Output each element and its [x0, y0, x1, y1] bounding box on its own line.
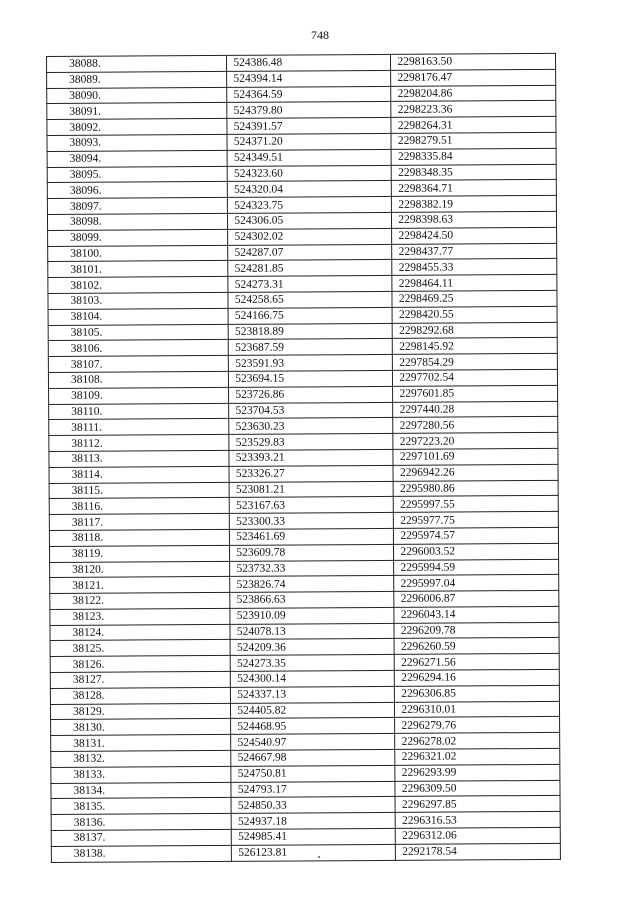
x-coordinate-cell: 526123.81: [232, 844, 396, 861]
y-coordinate-cell: 2298292.68: [393, 322, 558, 339]
point-number-cell: 38105.: [48, 324, 228, 341]
y-coordinate-cell: 2296312.06: [396, 827, 561, 844]
x-coordinate-cell: 523818.89: [228, 323, 392, 340]
point-number-cell: 38120.: [50, 561, 230, 578]
y-coordinate-cell: 2298424.50: [392, 227, 557, 244]
x-coordinate-cell: 524394.14: [227, 70, 391, 87]
y-coordinate-cell: 2298398.63: [392, 211, 557, 228]
point-number-cell: 38101.: [48, 261, 228, 278]
y-coordinate-cell: 2296942.26: [393, 464, 558, 481]
x-coordinate-cell: 524667.98: [231, 749, 395, 766]
x-coordinate-cell: 523732.33: [230, 560, 394, 577]
point-number-cell: 38133.: [51, 766, 231, 783]
point-number-cell: 38115.: [49, 482, 229, 499]
point-number-cell: 38104.: [48, 308, 228, 325]
point-number-cell: 38127.: [50, 671, 230, 688]
y-coordinate-cell: 2296006.87: [394, 590, 559, 607]
y-coordinate-cell: 2296321.02: [395, 748, 560, 765]
point-number-cell: 38114.: [49, 466, 229, 483]
y-coordinate-cell: 2296309.50: [395, 780, 560, 797]
point-number-cell: 38089.: [47, 71, 227, 88]
x-coordinate-cell: 524306.05: [228, 212, 392, 229]
y-coordinate-cell: 2295994.59: [394, 559, 559, 576]
x-coordinate-cell: 524273.35: [230, 655, 394, 672]
y-coordinate-cell: 2297280.56: [393, 417, 558, 434]
x-coordinate-cell: 524364.59: [227, 86, 391, 103]
x-coordinate-cell: 524258.65: [228, 291, 392, 308]
y-coordinate-cell: 2296278.02: [395, 733, 560, 750]
x-coordinate-cell: 524323.60: [227, 165, 391, 182]
x-coordinate-cell: 523609.78: [230, 544, 394, 561]
y-coordinate-cell: 2298335.84: [391, 148, 556, 165]
x-coordinate-cell: 523529.83: [229, 434, 393, 451]
point-number-cell: 38108.: [48, 371, 228, 388]
y-coordinate-cell: 2297440.28: [393, 401, 558, 418]
x-coordinate-cell: 524386.48: [227, 54, 391, 71]
y-coordinate-cell: 2298264.31: [391, 117, 556, 134]
point-number-cell: 38118.: [49, 529, 229, 546]
point-number-cell: 38111.: [49, 419, 229, 436]
point-number-cell: 38095.: [47, 166, 227, 183]
y-coordinate-cell: 2296306.85: [395, 685, 560, 702]
point-number-cell: 38119.: [49, 545, 229, 562]
point-number-cell: 38098.: [47, 213, 227, 230]
y-coordinate-cell: 2298279.51: [391, 132, 556, 149]
x-coordinate-cell: 524209.36: [230, 639, 394, 656]
x-coordinate-cell: 524540.97: [231, 734, 395, 751]
point-number-cell: 38132.: [51, 750, 231, 767]
x-coordinate-cell: 523326.27: [229, 465, 393, 482]
x-coordinate-cell: 524405.82: [231, 702, 395, 719]
y-coordinate-cell: 2296293.99: [395, 764, 560, 781]
x-coordinate-cell: 523726.86: [229, 386, 393, 403]
y-coordinate-cell: 2295997.55: [394, 496, 559, 513]
x-coordinate-cell: 523591.93: [229, 355, 393, 372]
point-number-cell: 38092.: [47, 119, 227, 136]
table-row: [51, 843, 560, 862]
x-coordinate-cell: 524302.02: [228, 228, 392, 245]
y-coordinate-cell: 2296294.16: [395, 669, 560, 686]
point-number-cell: 38097.: [47, 198, 227, 215]
y-coordinate-cell: 2298223.36: [391, 101, 556, 118]
x-coordinate-cell: 524793.17: [231, 781, 395, 798]
point-number-cell: 38138.: [51, 845, 231, 862]
x-coordinate-cell: 524985.41: [232, 828, 396, 845]
x-coordinate-cell: 524300.14: [231, 670, 395, 687]
x-coordinate-cell: 524273.31: [228, 276, 392, 293]
point-number-cell: 38106.: [48, 340, 228, 357]
y-coordinate-cell: 2298420.55: [392, 306, 557, 323]
x-coordinate-cell: 524468.95: [231, 718, 395, 735]
y-coordinate-cell: 2297223.20: [393, 433, 558, 450]
point-number-cell: 38126.: [50, 656, 230, 673]
y-coordinate-cell: 2298176.47: [391, 69, 556, 86]
y-coordinate-cell: 2297854.29: [393, 354, 558, 371]
x-coordinate-cell: 524323.75: [228, 197, 392, 214]
y-coordinate-cell: 2298364.71: [392, 180, 557, 197]
point-number-cell: 38094.: [47, 150, 227, 167]
y-coordinate-cell: 2298348.35: [392, 164, 557, 181]
x-coordinate-cell: 523630.23: [229, 418, 393, 435]
point-number-cell: 38103.: [48, 292, 228, 309]
point-number-cell: 38123.: [50, 608, 230, 625]
y-coordinate-cell: 2298469.25: [392, 290, 557, 307]
x-coordinate-cell: 524850.33: [231, 797, 395, 814]
y-coordinate-cell: 2298204.86: [391, 85, 556, 102]
y-coordinate-cell: 2296209.78: [394, 622, 559, 639]
x-coordinate-cell: 524337.13: [231, 686, 395, 703]
point-number-cell: 38121.: [50, 577, 230, 594]
point-number-cell: 38090.: [47, 87, 227, 104]
point-number-cell: 38129.: [50, 703, 230, 720]
y-coordinate-cell: 2295974.57: [394, 527, 559, 544]
point-number-cell: 38125.: [50, 640, 230, 657]
point-number-cell: 38134.: [51, 782, 231, 799]
x-coordinate-cell: 523910.09: [230, 607, 394, 624]
coordinates-table: [46, 53, 561, 863]
point-number-cell: 38122.: [50, 592, 230, 609]
x-coordinate-cell: 524287.07: [228, 244, 392, 261]
point-number-cell: 38135.: [51, 798, 231, 815]
x-coordinate-cell: 523167.63: [230, 497, 394, 514]
point-number-cell: 38088.: [47, 55, 227, 72]
page-number: 748: [311, 28, 329, 42]
point-number-cell: 38128.: [50, 687, 230, 704]
scan-speck: [318, 856, 320, 858]
x-coordinate-cell: 524166.75: [228, 307, 392, 324]
y-coordinate-cell: 2297101.69: [393, 448, 558, 465]
point-number-cell: 38113.: [49, 450, 229, 467]
point-number-cell: 38117.: [49, 513, 229, 530]
point-number-cell: 38096.: [47, 182, 227, 199]
point-number-cell: 38110.: [49, 403, 229, 420]
y-coordinate-cell: 2296297.85: [395, 796, 560, 813]
point-number-cell: 38099.: [48, 229, 228, 246]
y-coordinate-cell: 2292178.54: [396, 843, 561, 860]
y-coordinate-cell: 2296279.76: [395, 717, 560, 734]
y-coordinate-cell: 2295997.04: [394, 575, 559, 592]
x-coordinate-cell: 524391.57: [227, 118, 391, 135]
y-coordinate-cell: 2295977.75: [394, 511, 559, 528]
y-coordinate-cell: 2298145.92: [393, 338, 558, 355]
y-coordinate-cell: 2298382.19: [392, 196, 557, 213]
x-coordinate-cell: 524281.85: [228, 260, 392, 277]
coordinates-table-body: [47, 53, 561, 862]
y-coordinate-cell: 2296316.53: [396, 812, 561, 829]
x-coordinate-cell: 524320.04: [228, 181, 392, 198]
point-number-cell: 38130.: [51, 719, 231, 736]
x-coordinate-cell: 523300.33: [230, 512, 394, 529]
y-coordinate-cell: 2296260.59: [394, 638, 559, 655]
point-number-cell: 38107.: [48, 356, 228, 373]
x-coordinate-cell: 524078.13: [230, 623, 394, 640]
x-coordinate-cell: 523687.59: [229, 339, 393, 356]
x-coordinate-cell: 524349.51: [227, 149, 391, 166]
point-number-cell: 38093.: [47, 134, 227, 151]
y-coordinate-cell: 2297601.85: [393, 385, 558, 402]
point-number-cell: 38116.: [49, 498, 229, 515]
point-number-cell: 38137.: [51, 829, 231, 846]
y-coordinate-cell: 2298163.50: [391, 53, 556, 70]
y-coordinate-cell: 2297702.54: [393, 369, 558, 386]
x-coordinate-cell: 524379.80: [227, 102, 391, 119]
x-coordinate-cell: 523704.53: [229, 402, 393, 419]
y-coordinate-cell: 2296043.14: [394, 606, 559, 623]
y-coordinate-cell: 2298464.11: [392, 275, 557, 292]
point-number-cell: 38091.: [47, 103, 227, 120]
y-coordinate-cell: 2296003.52: [394, 543, 559, 560]
point-number-cell: 38136.: [51, 814, 231, 831]
x-coordinate-cell: 523866.63: [230, 591, 394, 608]
x-coordinate-cell: 523694.15: [229, 370, 393, 387]
x-coordinate-cell: 524937.18: [231, 813, 395, 830]
y-coordinate-cell: 2296310.01: [395, 701, 560, 718]
x-coordinate-cell: 524750.81: [231, 765, 395, 782]
y-coordinate-cell: 2298437.77: [392, 243, 557, 260]
x-coordinate-cell: 523461.69: [230, 528, 394, 545]
point-number-cell: 38109.: [49, 387, 229, 404]
x-coordinate-cell: 524371.20: [227, 133, 391, 150]
x-coordinate-cell: 523826.74: [230, 576, 394, 593]
y-coordinate-cell: 2295980.86: [393, 480, 558, 497]
x-coordinate-cell: 523393.21: [229, 449, 393, 466]
point-number-cell: 38100.: [48, 245, 228, 262]
y-coordinate-cell: 2296271.56: [395, 654, 560, 671]
point-number-cell: 38131.: [51, 735, 231, 752]
point-number-cell: 38102.: [48, 277, 228, 294]
y-coordinate-cell: 2298455.33: [392, 259, 557, 276]
x-coordinate-cell: 523081.21: [229, 481, 393, 498]
point-number-cell: 38112.: [49, 435, 229, 452]
point-number-cell: 38124.: [50, 624, 230, 641]
